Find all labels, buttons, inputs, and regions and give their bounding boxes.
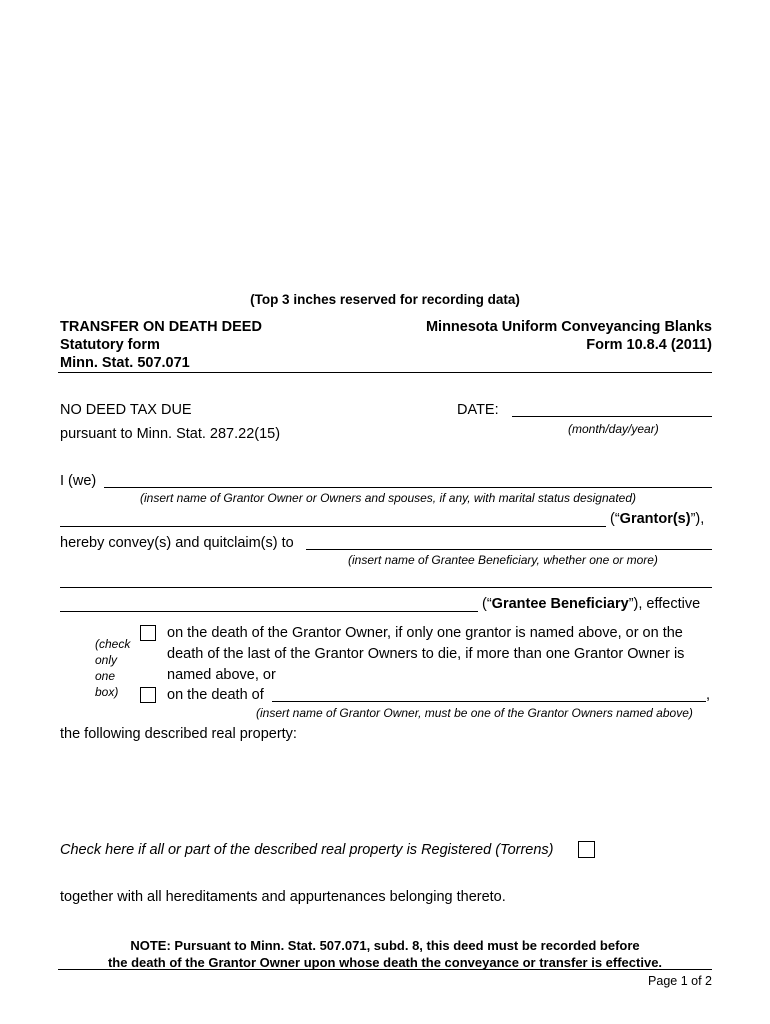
date-hint: (month/day/year): [568, 422, 659, 436]
deed-title: TRANSFER ON DEATH DEED: [60, 319, 262, 335]
grantor-name-field[interactable]: [104, 487, 712, 488]
date-label: DATE:: [457, 402, 499, 418]
option-last-grantor-checkbox[interactable]: [140, 625, 156, 641]
check-note-2: only: [95, 653, 118, 667]
torrens-checkbox[interactable]: [578, 841, 595, 858]
check-note-3: one: [95, 669, 116, 683]
grantor-name-field-2[interactable]: [60, 526, 606, 527]
option2-text: on the death of: [167, 687, 264, 703]
grantor-label: (“Grantor(s)”),: [610, 511, 705, 527]
grantor-hint: (insert name of Grantor Owner or Owners and spouses, if any, with marital status designated): [140, 491, 636, 505]
grantee-beneficiary-label: (“Grantee Beneficiary”), effective: [482, 596, 701, 612]
recording-data-note: (Top 3 inches reserved for recording data): [250, 292, 520, 307]
option2-hint: (insert name of Grantor Owner, must be one of the Grantor Owners named above): [256, 706, 693, 720]
grantee-name-field-2[interactable]: [60, 587, 712, 588]
deed-tax-statute: pursuant to Minn. Stat. 287.22(15): [60, 426, 281, 442]
grantee-name-field-3[interactable]: [60, 611, 478, 612]
footer-divider: [58, 969, 712, 970]
grantee-name-field[interactable]: [306, 549, 712, 550]
property-text: the following described real property:: [60, 726, 297, 742]
torrens-text: Check here if all or part of the described real property is Registered (Torrens): [60, 842, 554, 858]
option2-comma: ,: [706, 687, 711, 703]
check-note-1: (check: [95, 637, 131, 651]
option-specific-grantor-checkbox[interactable]: [140, 687, 156, 703]
note-line-1: NOTE: Pursuant to Minn. Stat. 507.071, subd. 8, this deed must be recorded before: [130, 938, 640, 953]
grantor-prefix: I (we): [60, 473, 97, 489]
deed-tax-status: NO DEED TAX DUE: [60, 402, 192, 418]
form-number: Form 10.8.4 (2011): [586, 337, 712, 353]
deed-subtitle: Statutory form: [60, 337, 160, 353]
option1-line-1: on the death of the Grantor Owner, if only one grantor is named above, or on the: [167, 625, 683, 641]
date-field[interactable]: [512, 416, 712, 417]
grantor-owner-name-field[interactable]: [272, 701, 706, 702]
option1-line-2: death of the last of the Grantor Owners to die, if more than one Grantor Owner is: [167, 646, 685, 662]
check-note-4: box): [95, 685, 119, 699]
grantee-hint: (insert name of Grantee Beneficiary, whether one or more): [348, 553, 658, 567]
note-line-2: the death of the Grantor Owner upon whose death the conveyance or transfer is effective.: [107, 955, 663, 970]
page-number: Page 1 of 2: [648, 974, 712, 988]
deed-statute: Minn. Stat. 507.071: [60, 355, 190, 371]
option1-line-3: named above, or: [167, 667, 276, 683]
convey-text: hereby convey(s) and quitclaim(s) to: [60, 535, 294, 551]
hereditaments-text: together with all hereditaments and appurtenances belonging thereto.: [60, 889, 506, 905]
header-divider: [58, 372, 712, 373]
blanks-title: Minnesota Uniform Conveyancing Blanks: [425, 319, 712, 335]
